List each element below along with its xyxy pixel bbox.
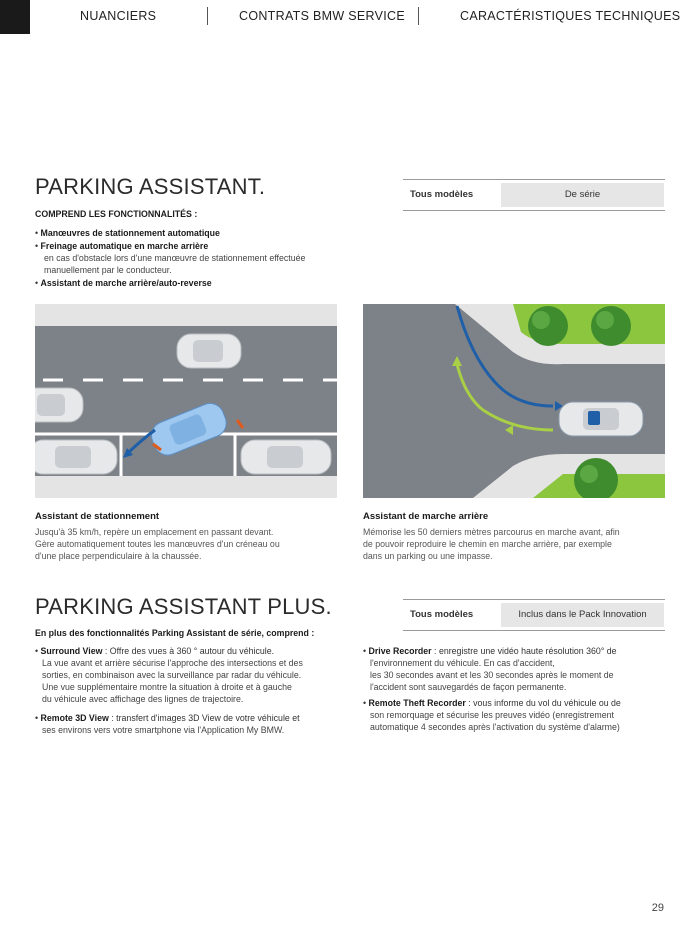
availability-badge [403,599,665,631]
car [35,388,83,422]
camera-icon [588,411,600,425]
feature-title: Drive Recorder [368,646,432,656]
feature-title: Surround View [40,646,103,656]
tab-caracteristiques-techniques[interactable]: CARACTÉRISTIQUES TECHNIQUES [460,9,681,23]
page-number: 29 [651,902,664,914]
caption-line: de pouvoir reproduire le chemin en marche arrière, par exemple [363,539,612,549]
feature-item: • Drive Recorder : enregistre une vidéo haute résolution 360° de [363,646,617,656]
nav-marker [0,0,30,34]
feature-item: • Remote Theft Recorder : vous informe du vol du véhicule ou de [363,698,621,708]
tree [591,306,631,346]
feature-detail: ses environs vers votre smartphone via l'Application My BMW. [42,725,285,735]
badge-label: Tous modèles [410,609,474,620]
reversing-scene [363,304,665,498]
caption-line: Jusqu'à 35 km/h, repère un emplacement en passant devant. [35,527,274,537]
caption-line: d'une place perpendiculaire à la chaussée. [35,551,202,561]
feature-detail: manuellement par le conducteur. [44,265,172,275]
top-navigation [0,0,700,34]
car [177,334,241,368]
caption-line: dans un parking ou une impasse. [363,551,493,561]
feature-detail: en cas d'obstacle lors d'une manœuvre de stationnement effectuée [44,253,306,263]
caption-title-parking: Assistant de stationnement [35,511,160,522]
feature-title: Remote 3D View [40,713,109,723]
section-title-parking-assistant-plus: PARKING ASSISTANT PLUS. [35,594,332,619]
feature-item: • Assistant de marche arrière/auto-reverse [35,278,212,288]
feature-detail: les 30 secondes avant et les 30 secondes après le moment de [370,670,614,680]
availability-badge [403,179,665,211]
feature-detail: du véhicule avec affichage des lignes de trajectoire. [42,694,244,704]
feature-detail: l'accident sont sauvegardés de façon permanente. [370,682,567,692]
feature-detail: l'environnement du véhicule. En cas d'accident, [370,658,555,668]
feature-title: Remote Theft Recorder [368,698,466,708]
parking-assistant-illustration [35,304,337,498]
feature-item: • Surround View : Offre des vues à 360 ° autour du véhicule. [35,646,275,656]
ego-car [559,402,643,436]
caption-line: Gère automatiquement toutes les manœuvres d'un créneau ou [35,539,280,549]
features-subtitle: COMPREND LES FONCTIONNALITÉS : [35,209,198,219]
badge-value: De série [501,183,664,207]
feature-text: : vous informe du vol du véhicule ou de [465,698,621,708]
feature-detail: La vue avant et arrière sécurise l'approche des intersections et des [42,658,303,668]
car [241,440,331,474]
nav-divider [418,7,419,25]
feature-item: • Freinage automatique en marche arrière [35,241,209,251]
badge-label: Tous modèles [410,189,474,200]
feature-text: : transfert d'images 3D View de votre véhicule et [108,713,300,723]
caption-title-reversing: Assistant de marche arrière [363,511,489,522]
parking-scene [35,304,337,498]
reversing-assistant-illustration [363,304,665,498]
feature-detail: son remorquage et sécurise les preuves vidéo (enregistrement [370,710,614,720]
nav-divider [207,7,208,25]
badge-value: Inclus dans le Pack Innovation [501,603,664,627]
feature-detail: automatique 4 secondes après l'activation du système d'alarme) [370,722,620,732]
tab-nuanciers[interactable]: NUANCIERS [80,9,157,23]
feature-item: • Manœuvres de stationnement automatique [35,228,220,238]
feature-detail: Une vue supplémentaire montre la situation à droite et à gauche [42,682,292,692]
section-title-parking-assistant: PARKING ASSISTANT. [35,174,266,199]
feature-detail: sorties, en combinaison avec la surveillance par radar du véhicule. [42,670,302,680]
features-subtitle: En plus des fonctionnalités Parking Assistant de série, comprend : [35,628,315,638]
feature-title: Freinage automatique en marche arrière [40,241,209,251]
feature-text: : enregistre une vidéo haute résolution 360° de [431,646,617,656]
feature-title: Assistant de marche arrière/auto-reverse [40,278,212,288]
feature-title: Manœuvres de stationnement automatique [40,228,220,238]
caption-line: Mémorise les 50 derniers mètres parcourus en marche avant, afin [363,527,620,537]
car [35,440,117,474]
tab-contrats-bmw-service[interactable]: CONTRATS BMW SERVICE [239,9,405,23]
feature-item: • Remote 3D View : transfert d'images 3D View de votre véhicule et [35,713,300,723]
feature-text: : Offre des vues à 360 ° autour du véhicule. [102,646,275,656]
tree [528,306,568,346]
